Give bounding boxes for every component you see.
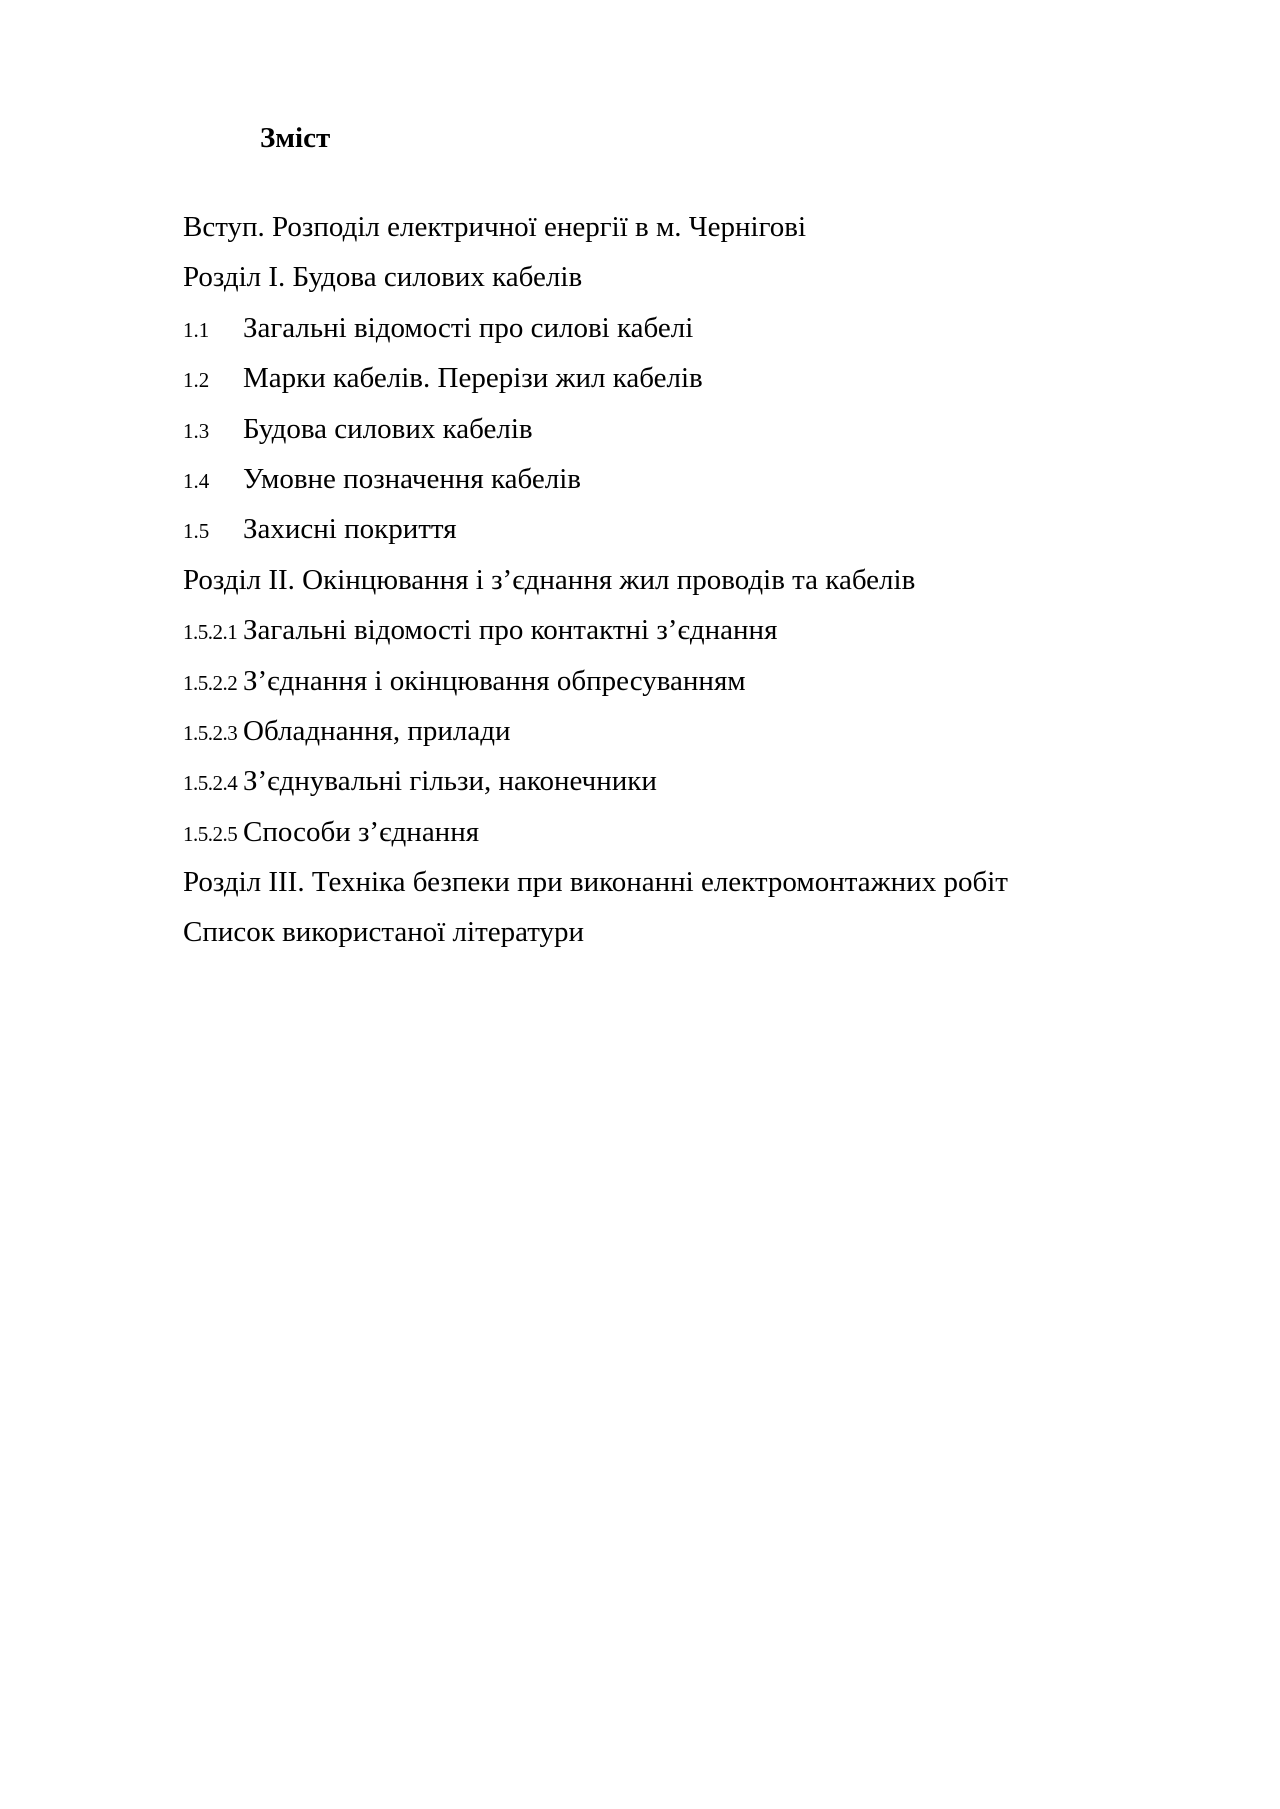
toc-entry-1-5-2-2 [183,659,1008,709]
toc-entry-number: 1.1 [183,317,210,342]
toc-entry-1-4 [183,457,1008,507]
toc-entry-1-5-2-3 [183,709,1008,759]
toc-entry-section-3 [183,860,1008,910]
toc-entry-number: 1.2 [183,368,210,393]
toc-entry-text: Вступ. Розподіл електричної енергії в м. Чернігові [183,211,807,243]
toc-entry-1-2 [183,356,1008,406]
toc-entry-number: 1.3 [183,418,210,443]
toc-entry-number: 1.5.2.4 [183,771,238,796]
toc-entry-text: Розділ II. Окінцювання і з’єднання жил проводів та кабелів [183,563,916,596]
toc-entry-text: Загальні відомості про контактні з’єднання [243,614,778,647]
toc-entry-bibliography [183,910,1008,960]
toc-entry-number: 1.5.2.1 [183,620,238,645]
table-of-contents [183,205,1008,961]
toc-entry-1-5 [183,507,1008,557]
toc-entry-1-5-2-5 [183,810,1008,860]
toc-entry-section-2 [183,558,1008,608]
toc-entry-number: 1.5.2.5 [183,821,238,846]
toc-entry-1-5-2-1 [183,608,1008,658]
toc-entry-text: З’єднувальні гільзи, наконечники [243,765,657,798]
toc-entry-text: Способи з’єднання [243,815,480,848]
toc-entry-intro [183,205,1008,255]
toc-entry-text: Будова силових кабелів [243,412,533,445]
toc-entry-text: Загальні відомості про силові кабелі [243,311,694,344]
toc-entry-number: 1.5.2.3 [183,720,238,745]
toc-entry-text: Марки кабелів. Перерізи жил кабелів [243,362,703,395]
toc-entry-1-1 [183,306,1008,356]
toc-entry-text: З’єднання і окінцювання обпресуванням [243,664,746,697]
toc-entry-number: 1.4 [183,468,210,493]
toc-entry-text: Умовне позначення кабелів [243,462,581,495]
toc-entry-text: Розділ I. Будова силових кабелів [183,261,583,294]
toc-entry-section-1 [183,255,1008,305]
toc-entry-text: Список використаної літератури [183,916,585,949]
toc-entry-1-3 [183,407,1008,457]
toc-entry-number: 1.5 [183,519,210,544]
toc-entry-1-5-2-4 [183,759,1008,809]
toc-entry-text: Розділ III. Техніка безпеки при виконанні електромонтажних робіт [183,866,1008,899]
toc-entry-number: 1.5.2.2 [183,670,238,695]
toc-title: Зміст [260,122,331,154]
toc-entry-text: Обладнання, прилади [243,714,511,747]
toc-entry-text: Захисні покриття [243,513,457,546]
